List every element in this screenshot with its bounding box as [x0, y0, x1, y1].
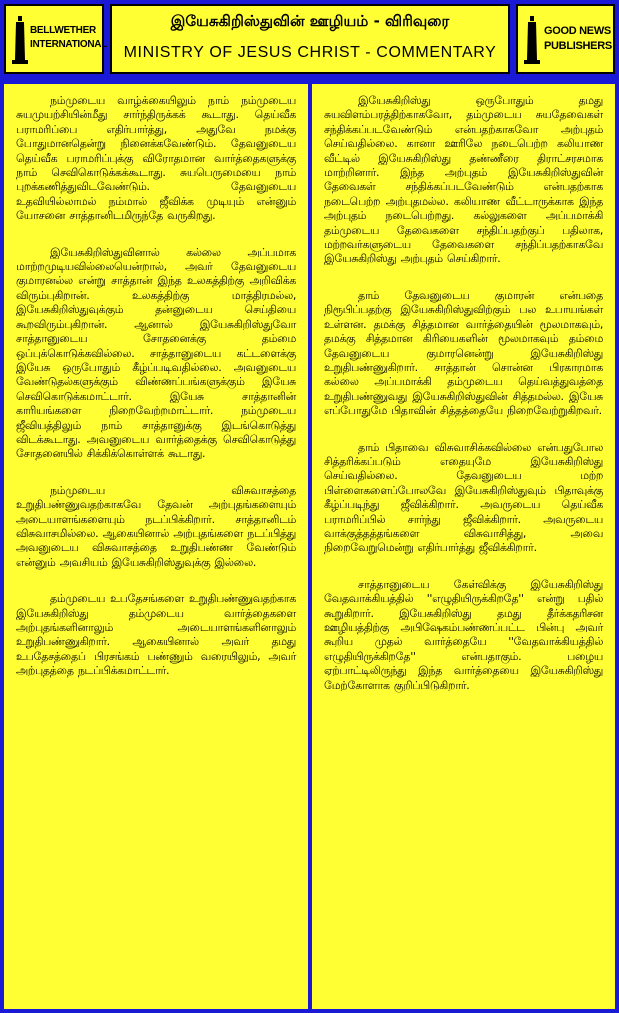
title-english: MINISTRY OF JESUS CHRIST - COMMENTARY [123, 44, 497, 61]
paragraph: தாம் பிதாவை விசுவாசிக்கவில்லை என்பதுபோல சித்தரிக்கப்படும் எதையுமே இயேசுகிறிஸ்து செய்வதில்லை. தேவனுடைய மற்ற பிள்ளைகளைப்போலவே இயேசுகிறிஸ்துவும் பிதாவுக்கு கீழ்ப்படிந்து ஜீவிக்கிறார். அவருடைய தெய்வீக பராமரிப்பில் சார்ந்து ஜீவிக்கிறார். அவருடைய வாக்குத்தத்தங்களை விசுவாசித்து, அவை நிறைவேறுமென்று எதிர்பார்த்து ஜீவிக்கிறார். [324, 440, 603, 555]
paragraph: நம்முடைய விசுவாசத்தை உறுதிபண்ணுவதற்காகவே தேவன் அற்புதங்களையும் அடையாளங்களையும் நடப்பிக்கிறார். சாத்தானிடம் விசுவாசமில்லை. ஆகையினால் அற்புதங்களை நடப்பித்து அவனுடைய விசுவாசத்தை உறுதிபண்ண வேண்டும் என்னும் அவசியம் இயேசுகிறிஸ்துவுக்கு இல்லை. [16, 483, 296, 569]
left-logo-text: BELLWETHER INTERNATIONAL [30, 25, 108, 50]
paragraph: இயேசுகிறிஸ்து ஒருபோதும் தமது சுயவிளம்பரத்திற்காகவோ, தம்முடைய சுயதேவைகள் சந்திக்கப்படவேண்டும் என்பதற்காகவோ அற்புதம் செய்வதில்லை. கானா ஊரிலே நடைபெற்ற கலியாண வீட்டில் இயேசுகிறிஸ்து தண்ணீரை திராட்சரசமாக மாற்றினார். இந்த அற்புதம் இயேசுகிறிஸ்துவின் தேவைகள் சந்திக்கப்படவேண்டும் என்பதற்காக நடைபெற்ற அற்புதமல்ல. கலியாண வீட்டாருக்காக இந்த அற்புதம் நடைபெற்றது. கல்லுகளை அப்பமாக்கி தம்முடைய தேவைகளை சந்திப்பதற்குப் பதிலாக, மற்றவர்களுடைய தேவைகளை சந்திப்பதற்காகவே இயேசுகிறிஸ்து அற்புதம் செய்கிறார். [324, 94, 603, 266]
paragraph: நம்முடைய வாழ்க்கையிலும் நாம் நம்முடைய சுயமுயற்சியின்மீது சார்ந்திருக்கக் கூடாது. தெய்வீக பராமரிப்பை எதிர்பார்த்து, அதுவே நமக்கு போதுமானதென்று நினைக்கவேண்டும். தேவனுடைய தெய்வீக பராமரிப்புக்கு விரோதமான வார்த்தைகளுக்கு நாம் செவிகொடுக்கக்கூடாது. சுயபெருமையை நாம் புறக்கணித்துவிடவேண்டும். தேவனுடைய உதவியில்லாமல் நம்மால் ஜீவிக்க முடியும் என்னும் யோசனை சாத்தானிடமிருந்தே வருகிறது. [16, 94, 296, 223]
title-tamil: இயேசுகிறிஸ்துவின் ஊழியம் - விரிவுரை [170, 12, 450, 30]
left-column [4, 84, 308, 1009]
right-logo [516, 4, 615, 74]
content-area [0, 80, 619, 1013]
title-box [110, 4, 510, 74]
left-logo [4, 4, 108, 74]
paragraph: தாம் தேவனுடைய குமாரன் என்பதை நிரூபிப்பதற்கு இயேசுகிறிஸ்துவிற்கும் பல உபாயங்கள் உள்ளன. தமக்கு சித்தமான வார்த்தையின் மூலமாகவும், தமக்கு சித்தமான கிரியைகளின் மூலமாகவும் தம்மை தேவனுடைய குமாரனென்று இயேசுகிறிஸ்து உறுதிபண்ணுகிறார். சாத்தான் சொன்ன பிரகாரமாக கல்லை அப்பமாக்கி தம்முடைய தெய்வத்துவத்தை உறுதிபண்ணுவது இயேசுகிறிஸ்துவின் சித்தமல்ல. இயேசு எப்போதுமே பிதாவின் சித்தத்தையே நிறைவேற்றுகிறவர். [324, 288, 603, 418]
paragraph: இயேசுகிறிஸ்துவினால் கல்லை அப்பமாக மாற்றமுடியவில்லையென்றால், அவர் தேவனுடைய குமாரனல்ல என்று சாத்தான் இந்த உலகத்திற்கு அறிவிக்க விரும்புகிறான். உலகத்திற்கு மாத்திரமல்ல, இயேசுகிறிஸ்துவுக்கும் தன்னுடைய செய்தியை கூறவிரும்புகிறான். ஆனால் இயேசுகிறிஸ்துவோ சாத்தானுடைய சோதனைக்கு தம்மை ஒப்புக்கொடுக்கவில்லை. சாத்தானுடைய கட்டளைக்கு இயேசு ஒருபோதும் கீழ்ப்படிவதில்லை. அவனுடைய வேண்டுதல்களுக்கும் விண்ணப்பங்களுக்கும் இயேசு செவிகொடுக்கமாட்டார். இயேசு சாத்தானின் காரியங்களை நிறைவேற்றமாட்டார். நம்முடைய ஜீவியத்திலும் நாம் சாத்தானுக்கு இடங்கொடுத்து விடக்கூடாது. அவனுடைய வார்த்தைக்கு செவிகொடுத்து சோதனையில் சிக்கிக்கொள்ளக் கூடாது. [16, 245, 296, 461]
paragraph: சாத்தானுடைய கேள்விக்கு இயேசுகிறிஸ்து வேதவாக்கியத்தில் ''எழுதியிருக்கிறதே'' என்று பதில் கூறுகிறார். இயேசுகிறிஸ்து தமது தீர்க்கதரிசன ஊழியத்திற்கு அபிஷேகம்பண்ணப்பட்ட பின்பு அவர் கூறிய முதல் வார்த்தையே ''வேதவாக்கியத்தில் எழுதியிருக்கிறதே'' என்பதாகும். பழைய ஏற்பாட்டிலிருந்து இந்த வார்த்தையை இயேசுகிறிஸ்து மேற்கோளாக குறிப்பிடுகிறார். [324, 577, 603, 692]
right-logo-text: GOOD NEWS PUBLISHERS [544, 25, 612, 52]
right-column [312, 84, 615, 1009]
lighthouse-icon [524, 16, 540, 64]
paragraph: தம்முடைய உபதேசங்களை உறுதிபண்ணுவதற்காக இயேசுகிறிஸ்து தம்முடைய வார்த்தைகளை அற்புதங்களினாலும் அடையாளங்களினாலும் உறுதிபண்ணுகிறார். ஆகையினால் அவர் தமது உபதேசத்தைப் பிரசங்கம் பண்ணும் வரையிலும், அவர் அற்புதத்தை நடப்பிக்கமாட்டார். [16, 592, 296, 678]
header [0, 0, 619, 80]
lighthouse-icon [12, 16, 28, 64]
